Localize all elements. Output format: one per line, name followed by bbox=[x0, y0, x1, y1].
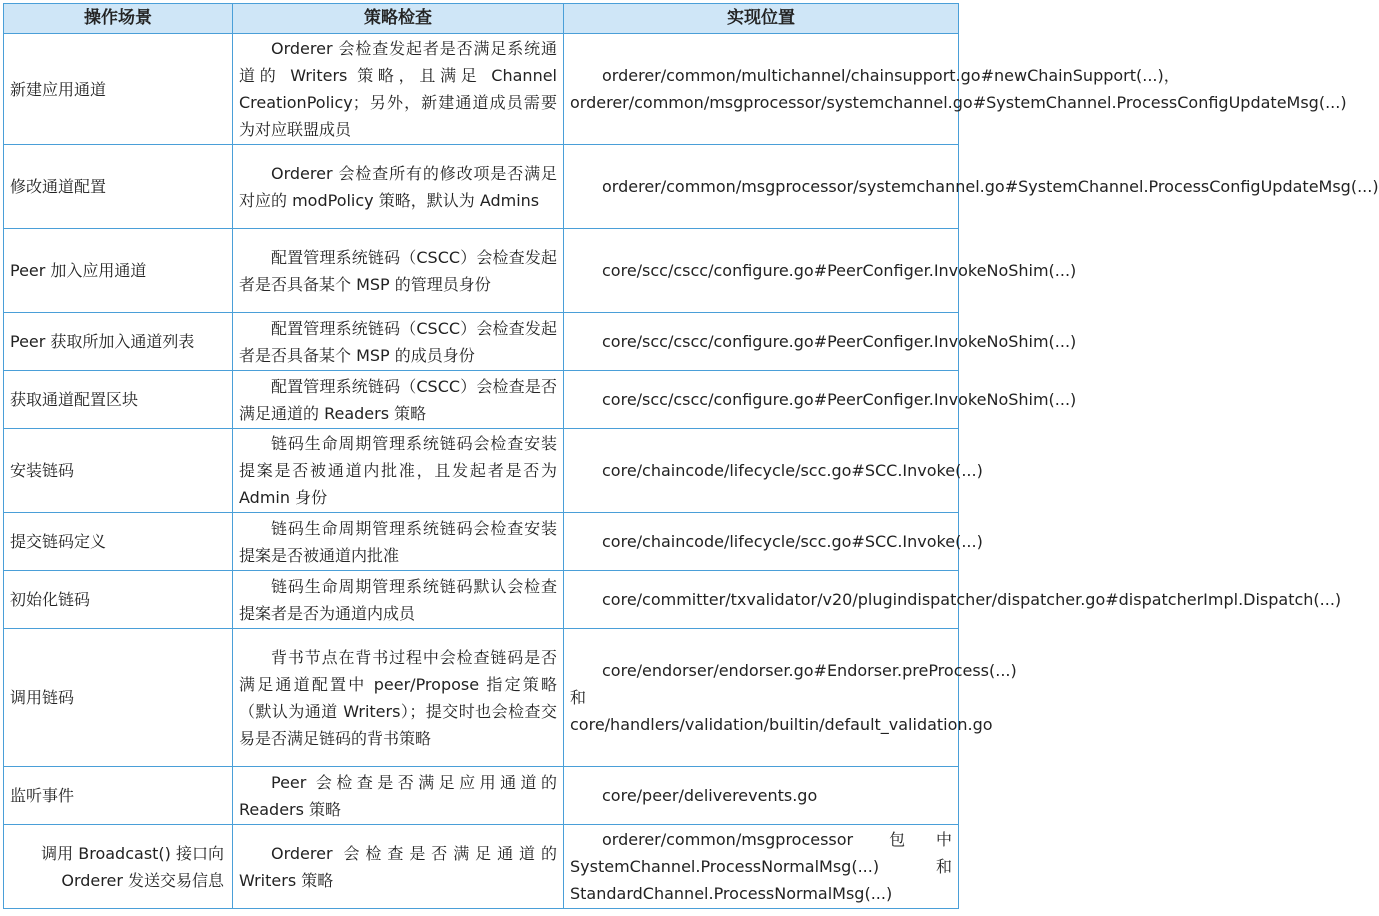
check-cell: 背书节点在背书过程中会检查链码是否满足通道配置中 peer/Propose 指定策略（默认为通道 Writers）；提交时也会检查交易是否满足链码的背书策略 bbox=[233, 629, 564, 767]
check-cell: Orderer 会检查是否满足通道的 Writers 策略 bbox=[233, 825, 564, 909]
check-cell: 链码生命周期管理系统链码会检查安装提案是否被通道内批准 bbox=[233, 513, 564, 571]
table-row bbox=[4, 145, 959, 229]
scene-cell: 调用 Broadcast() 接口向 Orderer 发送交易信息 bbox=[4, 825, 233, 909]
scene-cell: 新建应用通道 bbox=[4, 34, 233, 145]
table-row bbox=[4, 629, 959, 767]
table-row bbox=[4, 371, 959, 429]
table-header-row bbox=[4, 4, 959, 34]
check-cell: Peer 会检查是否满足应用通道的 Readers 策略 bbox=[233, 767, 564, 825]
check-cell: 配置管理系统链码（CSCC）会检查发起者是否具备某个 MSP 的成员身份 bbox=[233, 313, 564, 371]
check-cell: Orderer 会检查所有的修改项是否满足对应的 modPolicy 策略，默认为 Admins bbox=[233, 145, 564, 229]
check-cell: 链码生命周期管理系统链码默认会检查提案者是否为通道内成员 bbox=[233, 571, 564, 629]
check-cell: Orderer 会检查发起者是否满足系统通道的 Writers 策略，且满足 Channel CreationPolicy；另外，新建通道成员需要为对应联盟成员 bbox=[233, 34, 564, 145]
table-row bbox=[4, 313, 959, 371]
location-cell: core/chaincode/lifecycle/scc.go#SCC.Invoke(...) bbox=[564, 513, 959, 571]
scene-cell: 修改通道配置 bbox=[4, 145, 233, 229]
table-row bbox=[4, 429, 959, 513]
check-cell: 配置管理系统链码（CSCC）会检查发起者是否具备某个 MSP 的管理员身份 bbox=[233, 229, 564, 313]
check-cell: 配置管理系统链码（CSCC）会检查是否满足通道的 Readers 策略 bbox=[233, 371, 564, 429]
scene-cell: Peer 加入应用通道 bbox=[4, 229, 233, 313]
check-cell: 链码生命周期管理系统链码会检查安装提案是否被通道内批准，且发起者是否为 Admin 身份 bbox=[233, 429, 564, 513]
location-cell: orderer/common/multichannel/chainsupport.go#newChainSupport(...)，orderer/common/msgprocessor/systemchannel.go#SystemChannel.ProcessConfigUpdateMsg(...) bbox=[564, 34, 959, 145]
scene-cell: Peer 获取所加入通道列表 bbox=[4, 313, 233, 371]
scene-cell: 提交链码定义 bbox=[4, 513, 233, 571]
location-cell: orderer/common/msgprocessor/systemchannel.go#SystemChannel.ProcessConfigUpdateMsg(...) bbox=[564, 145, 959, 229]
table-row bbox=[4, 571, 959, 629]
location-cell: core/scc/cscc/configure.go#PeerConfiger.InvokeNoShim(...) bbox=[564, 371, 959, 429]
location-cell: core/scc/cscc/configure.go#PeerConfiger.InvokeNoShim(...) bbox=[564, 313, 959, 371]
scene-cell: 监听事件 bbox=[4, 767, 233, 825]
table-row bbox=[4, 229, 959, 313]
location-cell: core/endorser/endorser.go#Endorser.preProcess(...) 和 core/handlers/validation/builtin/default_validation.go bbox=[564, 629, 959, 767]
location-cell: orderer/common/msgprocessor 包中 SystemChannel.ProcessNormalMsg(...) 和 StandardChannel.ProcessNormalMsg(...) bbox=[564, 825, 959, 909]
header-check: 策略检查 bbox=[233, 4, 564, 34]
table-row bbox=[4, 825, 959, 909]
location-cell: core/chaincode/lifecycle/scc.go#SCC.Invoke(...) bbox=[564, 429, 959, 513]
location-cell: core/scc/cscc/configure.go#PeerConfiger.InvokeNoShim(...) bbox=[564, 229, 959, 313]
location-cell: core/committer/txvalidator/v20/plugindispatcher/dispatcher.go#dispatcherImpl.Dispatch(...) bbox=[564, 571, 959, 629]
policy-table bbox=[3, 3, 1379, 909]
scene-cell: 初始化链码 bbox=[4, 571, 233, 629]
scene-cell: 调用链码 bbox=[4, 629, 233, 767]
location-cell: core/peer/deliverevents.go bbox=[564, 767, 959, 825]
table-row bbox=[4, 34, 959, 145]
header-location: 实现位置 bbox=[564, 4, 959, 34]
table-row bbox=[4, 767, 959, 825]
table-row bbox=[4, 513, 959, 571]
scene-cell: 安装链码 bbox=[4, 429, 233, 513]
scene-cell: 获取通道配置区块 bbox=[4, 371, 233, 429]
header-scene: 操作场景 bbox=[4, 4, 233, 34]
